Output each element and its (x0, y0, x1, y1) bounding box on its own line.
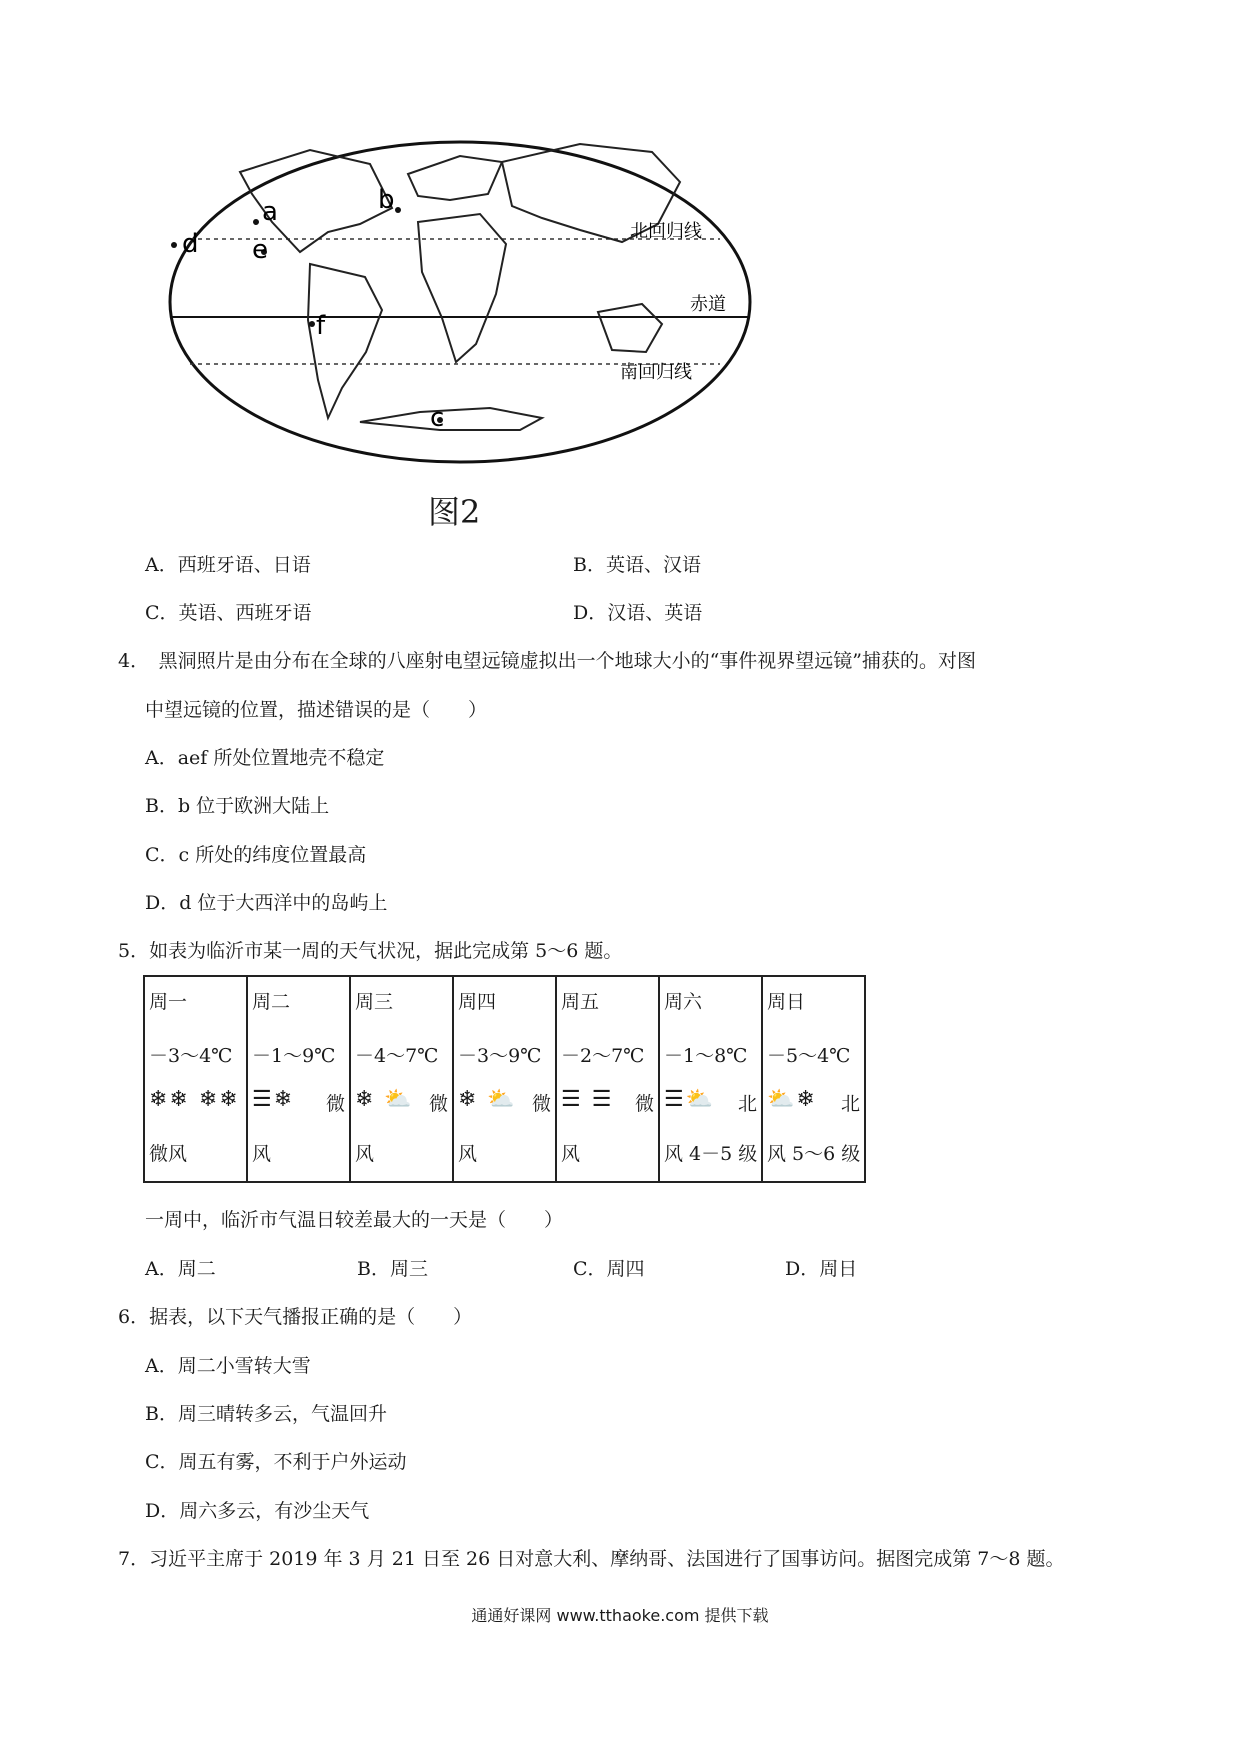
q5-question: 一周中，临沂市气温日较差最大的一天是（ ） (145, 1209, 564, 1231)
q3-option-d: D．汉语、英语 (573, 602, 703, 624)
weather-day-cell (247, 976, 350, 1182)
weather-day-cell (762, 976, 865, 1182)
weather-table (143, 975, 866, 1183)
wind-text: 风 (252, 1143, 272, 1165)
wind-text: 微 (531, 1093, 551, 1115)
day-label: 周六 (664, 991, 703, 1013)
wind-text: 北 (737, 1093, 757, 1115)
wind-text: 风 (458, 1143, 478, 1165)
day-label: 周一 (149, 991, 188, 1013)
world-map-svg (160, 112, 760, 512)
temperature-range: －1～8℃ (664, 1045, 748, 1067)
equator-label: 赤道 (690, 294, 726, 315)
wind-text: 风 (561, 1143, 581, 1165)
q4-stem-line1: 4． 黑洞照片是由分布在全球的八座射电望远镜虚拟出一个地球大小的“事件视界望远镜”捕获的。对图 (118, 650, 977, 672)
day-label: 周日 (767, 991, 806, 1013)
temperature-range: －5～4℃ (767, 1045, 851, 1067)
q4-option-d: D．d 位于大西洋中的岛屿上 (145, 892, 388, 914)
q6-option-a: A．周二小雪转大雪 (145, 1355, 311, 1377)
q4-option-c: C．c 所处的纬度位置最高 (145, 844, 367, 866)
weather-icon: ⛅❄ (767, 1087, 817, 1112)
wind-text: 风 4－5 级 (664, 1143, 758, 1165)
tropic-of-cancer-label: 北回归线 (630, 221, 702, 242)
weather-icon: ☰⛅ (664, 1087, 716, 1112)
map-point-label: d (182, 229, 199, 259)
map-point-label: c (430, 403, 445, 433)
wind-text: 微 (634, 1093, 654, 1115)
weather-icon: ☰❄ (252, 1087, 295, 1112)
q6-stem: 6．据表，以下天气播报正确的是（ ） (118, 1306, 473, 1328)
q6-option-b: B．周三晴转多云，气温回升 (145, 1403, 387, 1425)
weather-icon: ❄ ⛅ (355, 1087, 414, 1112)
q6-option-c: C．周五有雾，不利于户外运动 (145, 1451, 407, 1473)
weather-day-cell (453, 976, 556, 1182)
weather-icon: ❄❄ ❄❄ (149, 1087, 240, 1112)
day-label: 周五 (561, 991, 600, 1013)
q4-option-a: A．aef 所处位置地壳不稳定 (145, 747, 385, 769)
q5-option-a: A．周二 (145, 1258, 216, 1280)
q3-option-a: A．西班牙语、日语 (145, 554, 311, 576)
weather-day-cell (556, 976, 659, 1182)
map-point-label: a (262, 197, 278, 227)
q3-option-c: C．英语、西班牙语 (145, 602, 312, 624)
map-point-label: f (316, 311, 326, 341)
q4-stem-line2: 中望远镜的位置，描述错误的是（ ） (145, 699, 488, 721)
wind-text: 风 5～6 级 (767, 1143, 861, 1165)
map-point-label: b (378, 185, 395, 215)
q5-option-b: B．周三 (357, 1258, 428, 1280)
wind-text: 北 (840, 1093, 860, 1115)
q5-option-c: C．周四 (573, 1258, 645, 1280)
q7-stem: 7．习近平主席于 2019 年 3 月 21 日至 26 日对意大利、摩纳哥、法国进行了国事访问。据图完成第 7～8 题。 (118, 1548, 1065, 1570)
weather-icon: ☰ ☰ (561, 1087, 614, 1112)
wind-text: 微 (428, 1093, 448, 1115)
tropic-of-capricorn-label: 南回归线 (620, 362, 692, 383)
temperature-range: －4～7℃ (355, 1045, 439, 1067)
wind-text: 微风 (149, 1143, 188, 1165)
q6-option-d: D．周六多云，有沙尘天气 (145, 1500, 370, 1522)
wind-text: 风 (355, 1143, 375, 1165)
weather-day-cell (350, 976, 453, 1182)
world-map-figure (160, 112, 760, 532)
temperature-range: －1～9℃ (252, 1045, 336, 1067)
day-label: 周三 (355, 991, 394, 1013)
weather-day-cell (659, 976, 762, 1182)
temperature-range: －2～7℃ (561, 1045, 645, 1067)
page-footer: 通通好课网 www.tthaoke.com 提供下载 (471, 1606, 769, 1625)
temperature-range: －3～4℃ (149, 1045, 233, 1067)
q5-stem: 5．如表为临沂市某一周的天气状况，据此完成第 5～6 题。 (118, 940, 623, 962)
day-label: 周二 (252, 991, 291, 1013)
map-point-label: e (252, 235, 268, 265)
day-label: 周四 (458, 991, 497, 1013)
q4-option-b: B．b 位于欧洲大陆上 (145, 795, 330, 817)
weather-icon: ❄ ⛅ (458, 1087, 517, 1112)
temperature-range: －3～9℃ (458, 1045, 542, 1067)
weather-day-cell (144, 976, 247, 1182)
q3-option-b: B．英语、汉语 (573, 554, 701, 576)
wind-text: 微 (325, 1093, 345, 1115)
q5-option-d: D．周日 (785, 1258, 858, 1280)
figure-caption: 图2 (428, 493, 481, 531)
